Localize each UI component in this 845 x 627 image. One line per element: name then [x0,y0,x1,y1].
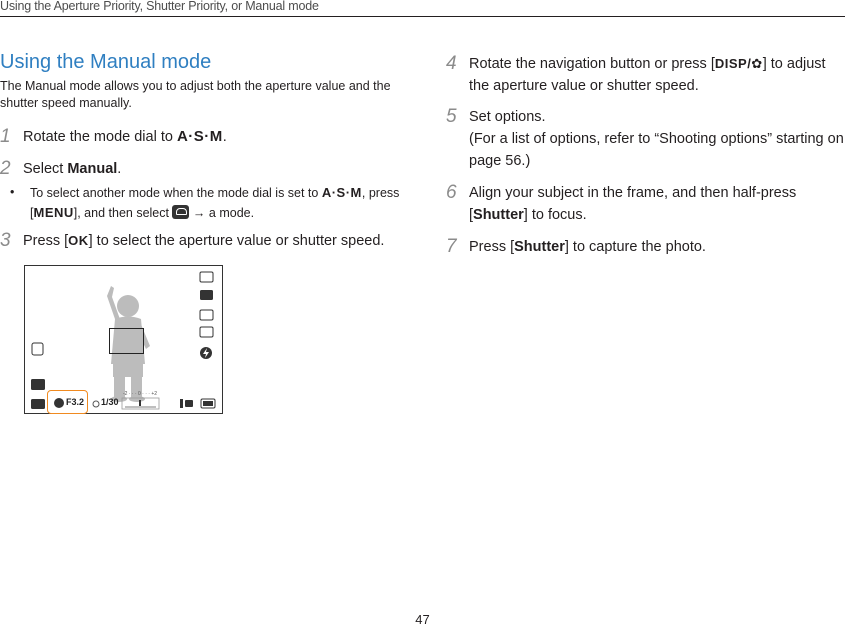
step-1 [23,126,227,148]
disp-macro-key: DISP/✿ [714,56,763,71]
step-3-end: ] to select the aperture value or shutter speed. [88,233,385,249]
asm-mode-icon: A·S·M [176,128,223,145]
step-4-number: 4 [446,53,457,74]
step-4 [469,53,845,97]
step-7-text: Press [ [469,239,515,255]
shutter-label-2: Shutter [514,239,565,255]
section-title: Using the Manual mode [0,51,212,73]
step-2-note [10,183,400,223]
step-5-number: 5 [446,106,457,127]
page-header [0,0,845,17]
step-2 [23,158,121,180]
step-1-number: 1 [0,126,11,147]
step-7 [469,236,845,258]
bullet-dot: • [10,185,15,199]
step-5-line-2: (For a list of options, refer to “Shooting options” starting on page 56.) [469,131,844,169]
header-title: Using the Aperture Priority, Shutter Priority, or Manual mode [0,0,319,13]
camera-screen-preview [24,265,223,414]
step-4-text: Rotate the navigation button or press [ [469,56,715,72]
af-frame [109,328,144,354]
ok-key: OK [68,233,89,248]
shooting-mode-icon [172,205,189,219]
step-5 [469,106,845,172]
step-3 [23,230,384,252]
step-2-end: . [117,161,122,177]
step-4-end: ] to adjust the aperture value or shutter speed. [469,56,826,94]
step-6-end: ] to focus. [523,207,587,223]
note-text-2: , press [ [30,186,400,220]
page-number: 47 [415,612,430,627]
step-6-text: Align your subject in the frame, and then half-press [ [469,185,797,223]
step-3-number: 3 [0,230,11,251]
step-6 [469,182,845,226]
step-6-number: 6 [446,182,457,203]
note-text-3: ], and then select [73,206,173,220]
manual-label: Manual [67,161,118,177]
note-text-4: → a mode. [189,206,255,220]
step-1-end: . [222,129,227,145]
step-7-number: 7 [446,236,457,257]
note-text-1: To select another mode when the mode dial is set to [30,186,322,200]
shutter-label: Shutter [473,207,524,223]
step-5-line-1: Set options. [469,109,546,125]
ev-scale: -2 · · · 0 · · · +2 [123,391,158,397]
menu-key: MENU [33,205,74,220]
step-7-end: ] to capture the photo. [564,239,706,255]
asm-mode-icon-small: A·S·M [321,185,362,200]
aperture-value: F3.2 [66,397,85,407]
step-3-text: Press [ [23,233,69,249]
step-2-text: Select [23,161,68,177]
step-1-text: Rotate the mode dial to [23,129,177,145]
section-intro: The Manual mode allows you to adjust both the aperture value and the shutter speed manually. [0,79,391,110]
shutter-value: 1/30 [101,397,119,407]
step-2-number: 2 [0,158,11,179]
